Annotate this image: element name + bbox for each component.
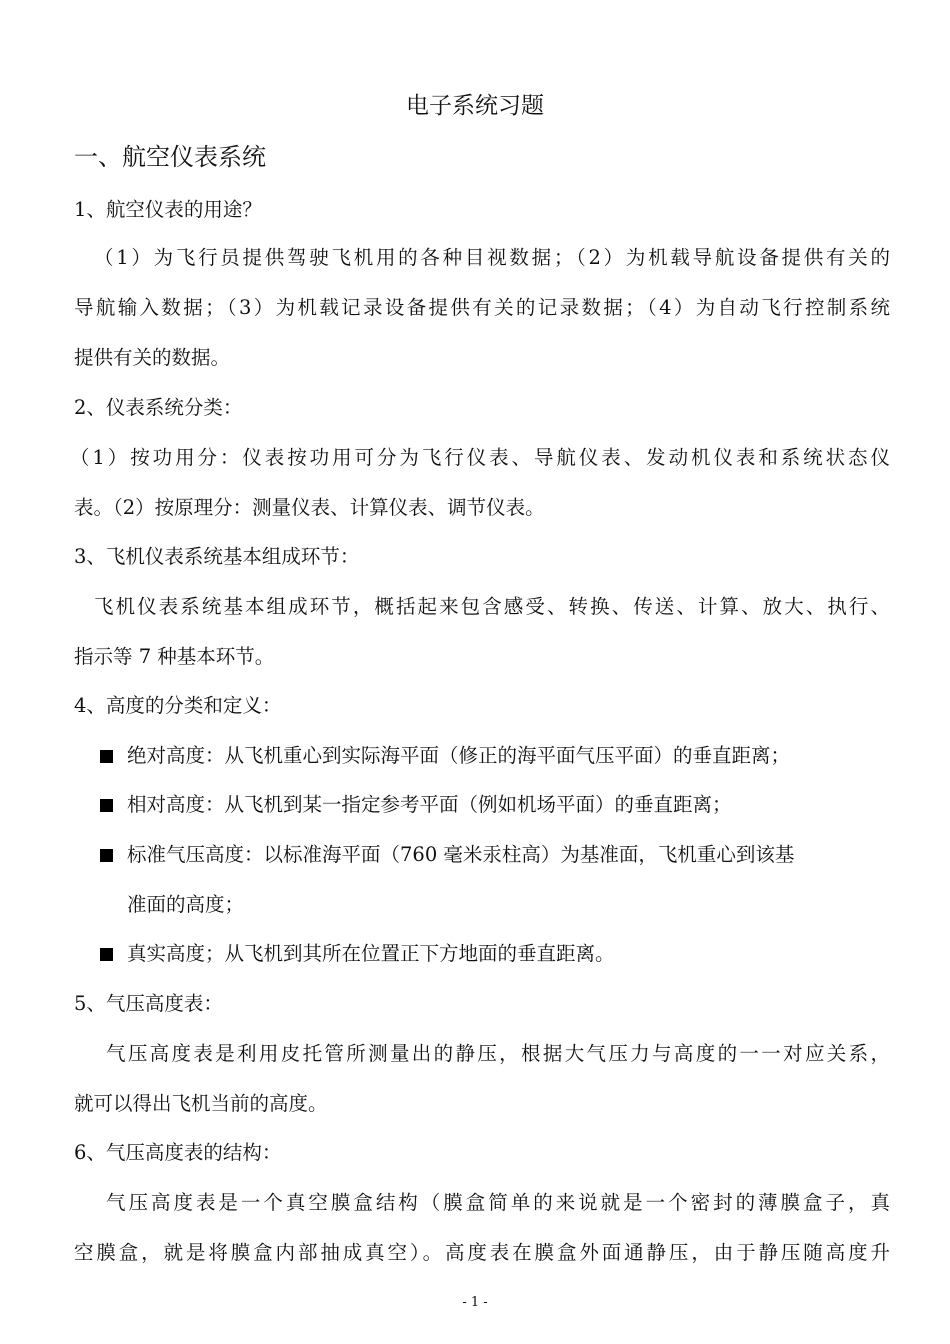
bullet-item xyxy=(100,791,890,819)
section-heading: 一、航空仪表系统 xyxy=(74,143,266,171)
question-1-line-3: 提供有关的数据。 xyxy=(74,346,231,369)
question-3-line-2: 指示等 7 种基本环节。 xyxy=(74,645,275,668)
question-3-heading: 3、飞机仪表系统基本组成环节： xyxy=(74,545,360,568)
question-6-heading: 6、气压高度表的结构： xyxy=(74,1141,282,1164)
bullet-item xyxy=(100,940,890,968)
question-5-line-2: 就可以得出飞机当前的高度。 xyxy=(74,1092,328,1115)
question-5-line-1: 气压高度表是利用皮托管所测量出的静压，根据大气压力与高度的一一对应关系， xyxy=(106,1042,890,1065)
bullet-square-icon xyxy=(100,948,113,961)
question-1-heading: 1、航空仪表的用途？ xyxy=(74,198,262,221)
bullet-text: 真实高度；从飞机到其所在位置正下方地面的垂直距离。 xyxy=(127,942,615,965)
bullet-text: 相对高度：从飞机到某一指定参考平面（例如机场平面）的垂直距离； xyxy=(127,793,732,816)
bullet-square-icon xyxy=(100,799,113,812)
bullet-square-icon xyxy=(100,849,113,862)
bullet-text: 标准气压高度：以标准海平面（760 毫米汞柱高）为基准面，飞机重心到该基 xyxy=(127,843,795,866)
question-5-heading: 5、气压高度表： xyxy=(74,992,223,1015)
question-4-heading: 4、高度的分类和定义： xyxy=(74,694,282,717)
bullet-text: 绝对高度：从飞机重心到实际海平面（修正的海平面气压平面）的垂直距离； xyxy=(127,744,791,767)
bullet-continuation: 准面的高度； xyxy=(127,893,245,916)
question-2-line-2: 表。（2）按原理分：测量仪表、计算仪表、调节仪表。 xyxy=(74,496,545,519)
question-2-heading: 2、仪表系统分类： xyxy=(74,396,243,419)
document-title: 电子系统习题 xyxy=(406,93,544,119)
bullet-square-icon xyxy=(100,750,113,763)
bullet-item xyxy=(100,841,890,869)
question-6-line-2: 空膜盒，就是将膜盒内部抽成真空）。高度表在膜盒外面通静压，由于静压随高度升 xyxy=(74,1241,890,1264)
page-number: - 1 - xyxy=(462,1295,488,1310)
bullet-item xyxy=(100,742,890,770)
question-1-line-2: 导航输入数据；（3）为机载记录设备提供有关的记录数据；（4）为自动飞行控制系统 xyxy=(74,296,890,319)
question-3-line-1: 飞机仪表系统基本组成环节，概括起来包含感受、转换、传送、计算、放大、执行、 xyxy=(94,595,890,618)
question-6-line-1: 气压高度表是一个真空膜盒结构（膜盒简单的来说就是一个密封的薄膜盒子，真 xyxy=(106,1191,890,1214)
question-1-line-1: （1）为飞行员提供驾驶飞机用的各种目视数据；（2）为机载导航设备提供有关的 xyxy=(94,246,890,269)
question-2-line-1: （1）按功用分：仪表按功用可分为飞行仪表、导航仪表、发动机仪表和系统状态仪 xyxy=(70,446,890,469)
